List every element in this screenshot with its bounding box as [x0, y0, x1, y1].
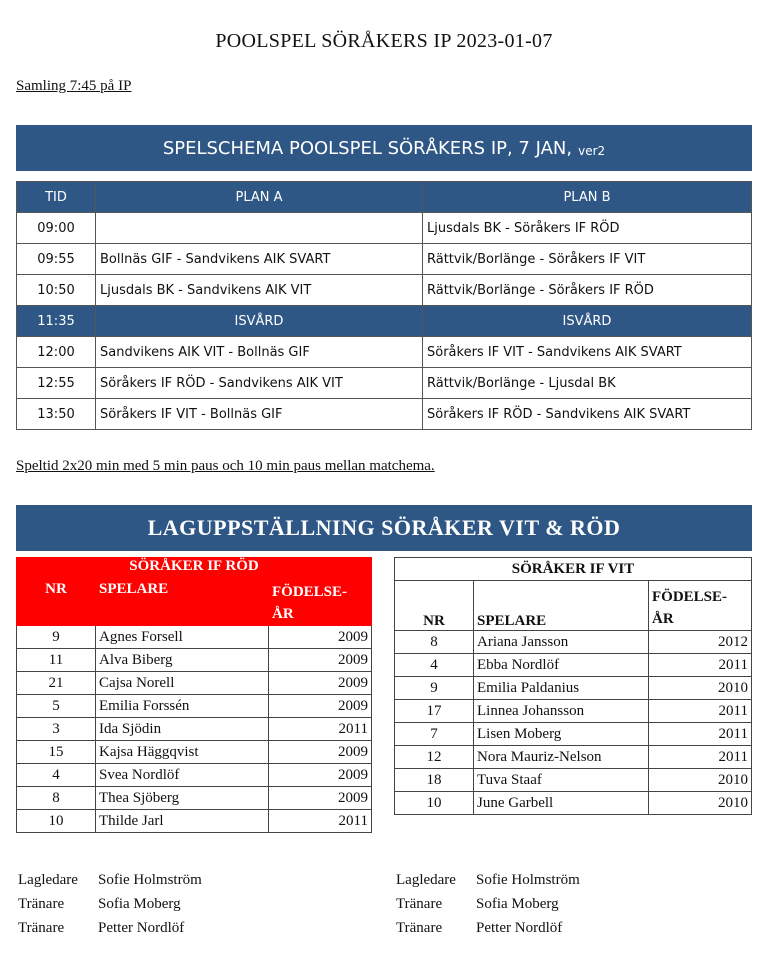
red-team-table [16, 557, 372, 833]
player-nr: 10 [17, 810, 96, 833]
red-col-year [269, 581, 372, 626]
staff-row [396, 916, 580, 940]
player-year: 2009 [269, 764, 372, 787]
player-year: 2011 [649, 746, 752, 769]
page-title: POOLSPEL SÖRÅKERS IP 2023-01-07 [215, 30, 553, 52]
red-col-year-1: FÖDELSE- [272, 584, 348, 600]
staff-role: Lagledare [18, 872, 78, 888]
table-row [395, 769, 752, 792]
white-col-year [649, 581, 752, 631]
staff-role: Tränare [18, 920, 65, 936]
player-year: 2011 [649, 700, 752, 723]
player-year: 2009 [269, 741, 372, 764]
table-row [395, 654, 752, 677]
player-year: 2009 [269, 695, 372, 718]
player-name: Nora Mauriz-Nelson [474, 746, 649, 769]
player-year: 2010 [649, 792, 752, 815]
plan-a-isvard: ISVÅRD [96, 306, 423, 337]
plan-b-match: Rättvik/Borlänge - Ljusdal BK [423, 368, 752, 399]
player-name: Linnea Johansson [474, 700, 649, 723]
white-team-caption-row [395, 558, 752, 581]
staff-name: Petter Nordlöf [98, 920, 185, 936]
table-row [17, 718, 372, 741]
col-tid: TID [17, 182, 96, 213]
player-year: 2009 [269, 787, 372, 810]
white-col-nr: NR [395, 581, 474, 631]
player-name: Cajsa Norell [96, 672, 269, 695]
player-name: Thilde Jarl [96, 810, 269, 833]
staff-row [18, 868, 202, 892]
staff-name: Petter Nordlöf [476, 920, 563, 936]
plan-b-isvard: ISVÅRD [423, 306, 752, 337]
match-time: 12:55 [17, 368, 96, 399]
player-nr: 9 [17, 626, 96, 649]
schedule-table [16, 181, 752, 430]
table-row [17, 626, 372, 649]
white-col-player: SPELARE [474, 581, 649, 631]
red-team-header-row [17, 581, 372, 626]
table-row [395, 677, 752, 700]
schedule-row [17, 399, 752, 430]
table-row [17, 810, 372, 833]
table-row [17, 741, 372, 764]
player-nr: 11 [17, 649, 96, 672]
player-nr: 4 [395, 654, 474, 677]
table-row [17, 695, 372, 718]
table-row [395, 631, 752, 654]
table-row [17, 649, 372, 672]
player-nr: 4 [17, 764, 96, 787]
red-col-nr: NR [17, 581, 96, 626]
table-row [17, 764, 372, 787]
plan-a-match [96, 213, 423, 244]
player-name: Emilia Paldanius [474, 677, 649, 700]
staff-name: Sofie Holmström [98, 872, 202, 888]
schedule-banner-text: SPELSCHEMA POOLSPEL SÖRÅKERS IP, 7 JAN, [162, 137, 573, 159]
table-row [17, 787, 372, 810]
player-year: 2010 [649, 769, 752, 792]
col-plan-a: PLAN A [96, 182, 423, 213]
speltid-note: Speltid 2x20 min med 5 min paus och 10 min paus mellan matchema. [16, 458, 435, 474]
staff-right [396, 868, 580, 940]
samling-note: Samling 7:45 på IP [16, 78, 132, 94]
plan-b-match: Rättvik/Borlänge - Söråkers IF VIT [423, 244, 752, 275]
table-row [395, 700, 752, 723]
staff-name: Sofia Moberg [98, 896, 181, 912]
white-team-header-row [395, 581, 752, 631]
player-nr: 7 [395, 723, 474, 746]
player-nr: 12 [395, 746, 474, 769]
player-name: Ariana Jansson [474, 631, 649, 654]
table-row [395, 723, 752, 746]
schedule-banner [16, 125, 752, 171]
player-nr: 5 [17, 695, 96, 718]
player-name: Ida Sjödin [96, 718, 269, 741]
schedule-row [17, 213, 752, 244]
match-time: 10:50 [17, 275, 96, 306]
white-team-caption: SÖRÅKER IF VIT [395, 558, 752, 581]
plan-a-match: Söråkers IF VIT - Bollnäs GIF [96, 399, 423, 430]
player-name: Alva Biberg [96, 649, 269, 672]
staff-role: Tränare [18, 896, 65, 912]
staff-name: Sofie Holmström [476, 872, 580, 888]
player-year: 2011 [269, 718, 372, 741]
plan-b-match: Rättvik/Borlänge - Söråkers IF RÖD [423, 275, 752, 306]
player-nr: 8 [17, 787, 96, 810]
player-year: 2010 [649, 677, 752, 700]
player-year: 2009 [269, 672, 372, 695]
player-nr: 15 [17, 741, 96, 764]
player-name: Svea Nordlöf [96, 764, 269, 787]
player-year: 2011 [649, 654, 752, 677]
staff-row [396, 892, 580, 916]
player-name: Lisen Moberg [474, 723, 649, 746]
red-team-caption: SÖRÅKER IF RÖD [17, 558, 372, 581]
table-row [17, 672, 372, 695]
player-name: Ebba Nordlöf [474, 654, 649, 677]
plan-a-match: Ljusdals BK - Sandvikens AIK VIT [96, 275, 423, 306]
staff-role: Lagledare [396, 872, 456, 888]
white-col-year-2: ÅR [652, 611, 674, 627]
red-team-caption-row [17, 558, 372, 581]
player-nr: 17 [395, 700, 474, 723]
staff-row [18, 892, 202, 916]
red-col-player: SPELARE [96, 581, 269, 626]
player-name: Agnes Forsell [96, 626, 269, 649]
staff-role: Tränare [396, 920, 443, 936]
plan-b-match: Söråkers IF VIT - Sandvikens AIK SVART [423, 337, 752, 368]
player-year: 2012 [649, 631, 752, 654]
staff-name: Sofia Moberg [476, 896, 559, 912]
player-nr: 21 [17, 672, 96, 695]
plan-b-match: Söråkers IF RÖD - Sandvikens AIK SVART [423, 399, 752, 430]
match-time: 09:55 [17, 244, 96, 275]
player-name: Thea Sjöberg [96, 787, 269, 810]
player-year: 2009 [269, 626, 372, 649]
staff-row [18, 916, 202, 940]
schedule-row [17, 368, 752, 399]
player-year: 2011 [269, 810, 372, 833]
player-name: June Garbell [474, 792, 649, 815]
match-time: 13:50 [17, 399, 96, 430]
player-nr: 18 [395, 769, 474, 792]
staff-row [396, 868, 580, 892]
plan-a-match: Bollnäs GIF - Sandvikens AIK SVART [96, 244, 423, 275]
player-nr: 10 [395, 792, 474, 815]
player-year: 2009 [269, 649, 372, 672]
schedule-version: ver2 [578, 144, 606, 158]
plan-a-match: Sandvikens AIK VIT - Bollnäs GIF [96, 337, 423, 368]
player-name: Tuva Staaf [474, 769, 649, 792]
schedule-row [17, 275, 752, 306]
player-name: Kajsa Häggqvist [96, 741, 269, 764]
player-name: Emilia Forssén [96, 695, 269, 718]
red-col-year-2: ÅR [272, 606, 294, 622]
schedule-header-row [17, 182, 752, 213]
plan-a-match: Söråkers IF RÖD - Sandvikens AIK VIT [96, 368, 423, 399]
schedule-row-isvard [17, 306, 752, 337]
staff-left [18, 868, 202, 940]
table-row [395, 792, 752, 815]
lineup-banner: LAGUPPSTÄLLNING SÖRÅKER VIT & RÖD [16, 505, 752, 551]
table-row [395, 746, 752, 769]
player-year: 2011 [649, 723, 752, 746]
player-nr: 9 [395, 677, 474, 700]
plan-b-match: Ljusdals BK - Söråkers IF RÖD [423, 213, 752, 244]
match-time: 11:35 [17, 306, 96, 337]
match-time: 12:00 [17, 337, 96, 368]
staff-role: Tränare [396, 896, 443, 912]
white-col-year-1: FÖDELSE- [652, 589, 728, 605]
schedule-row [17, 337, 752, 368]
match-time: 09:00 [17, 213, 96, 244]
schedule-row [17, 244, 752, 275]
white-team-table [394, 557, 752, 815]
player-nr: 3 [17, 718, 96, 741]
player-nr: 8 [395, 631, 474, 654]
col-plan-b: PLAN B [423, 182, 752, 213]
